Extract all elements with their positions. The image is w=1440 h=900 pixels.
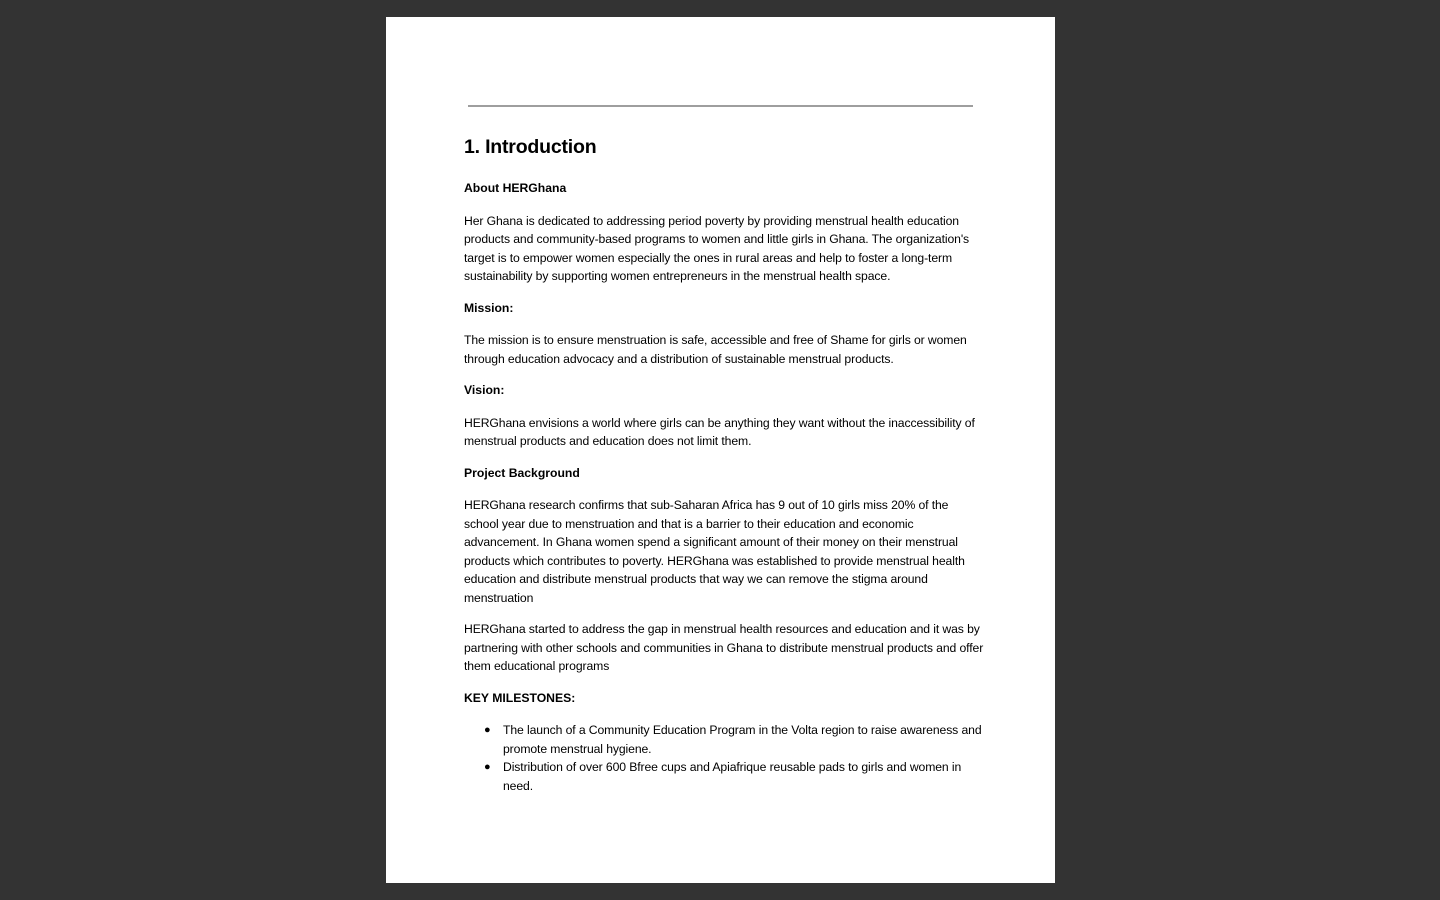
about-text: Her Ghana is dedicated to addressing period poverty by providing menstrual health education products and community-based programs to women and little girls in Ghana. The organization's target is to empower women especially the ones in rural areas and help to foster a long-term sustainability by supporting women entrepreneurs in the menstrual health space. bbox=[464, 213, 970, 283]
vision-text: HERGhana envisions a world where girls can be anything they want without the inaccessibility of menstrual products and education does not limit them. bbox=[464, 415, 975, 448]
document-page bbox=[386, 17, 1055, 883]
bullet-icon: ● bbox=[484, 724, 491, 736]
list-item bbox=[464, 758, 984, 795]
bullet-icon: ● bbox=[484, 761, 491, 773]
list-item bbox=[464, 721, 984, 758]
background-text-2: HERGhana started to address the gap in menstrual health resources and education and it was by partnering with other schools and communities in Ghana to distribute menstrual products and offer them educational programs bbox=[464, 622, 984, 673]
mission-text: The mission is to ensure menstruation is safe, accessible and free of Shame for girls or women through education advocacy and a distribution of sustainable menstrual products. bbox=[464, 333, 967, 366]
header-rule bbox=[468, 105, 973, 107]
background-title: Project Background bbox=[464, 465, 580, 480]
milestone-text: The launch of a Community Education Program in the Volta region to raise awareness and promote menstrual hygiene. bbox=[503, 723, 982, 756]
page-content bbox=[464, 134, 984, 795]
mission-title: Mission: bbox=[464, 300, 514, 315]
milestones-list bbox=[464, 721, 984, 795]
section-heading: 1. Introduction bbox=[464, 136, 597, 158]
milestone-text: Distribution of over 600 Bfree cups and Apiafrique reusable pads to girls and women in need. bbox=[503, 760, 962, 793]
vision-title: Vision: bbox=[464, 383, 505, 397]
about-title: About HERGhana bbox=[464, 181, 567, 195]
milestones-title: KEY MILESTONES: bbox=[464, 690, 576, 705]
background-text-1: HERGhana research confirms that sub-Saharan Africa has 9 out of 10 girls miss 20% of the school year due to menstruation and that is a barrier to their education and economic advancement. In Ghana women spend a significant amount of their money on their menstrual products which contributes to poverty. HERGhana was established to provide menstrual health education and distribute menstrual products that way we can remove the stigma around menstruation bbox=[464, 498, 965, 605]
